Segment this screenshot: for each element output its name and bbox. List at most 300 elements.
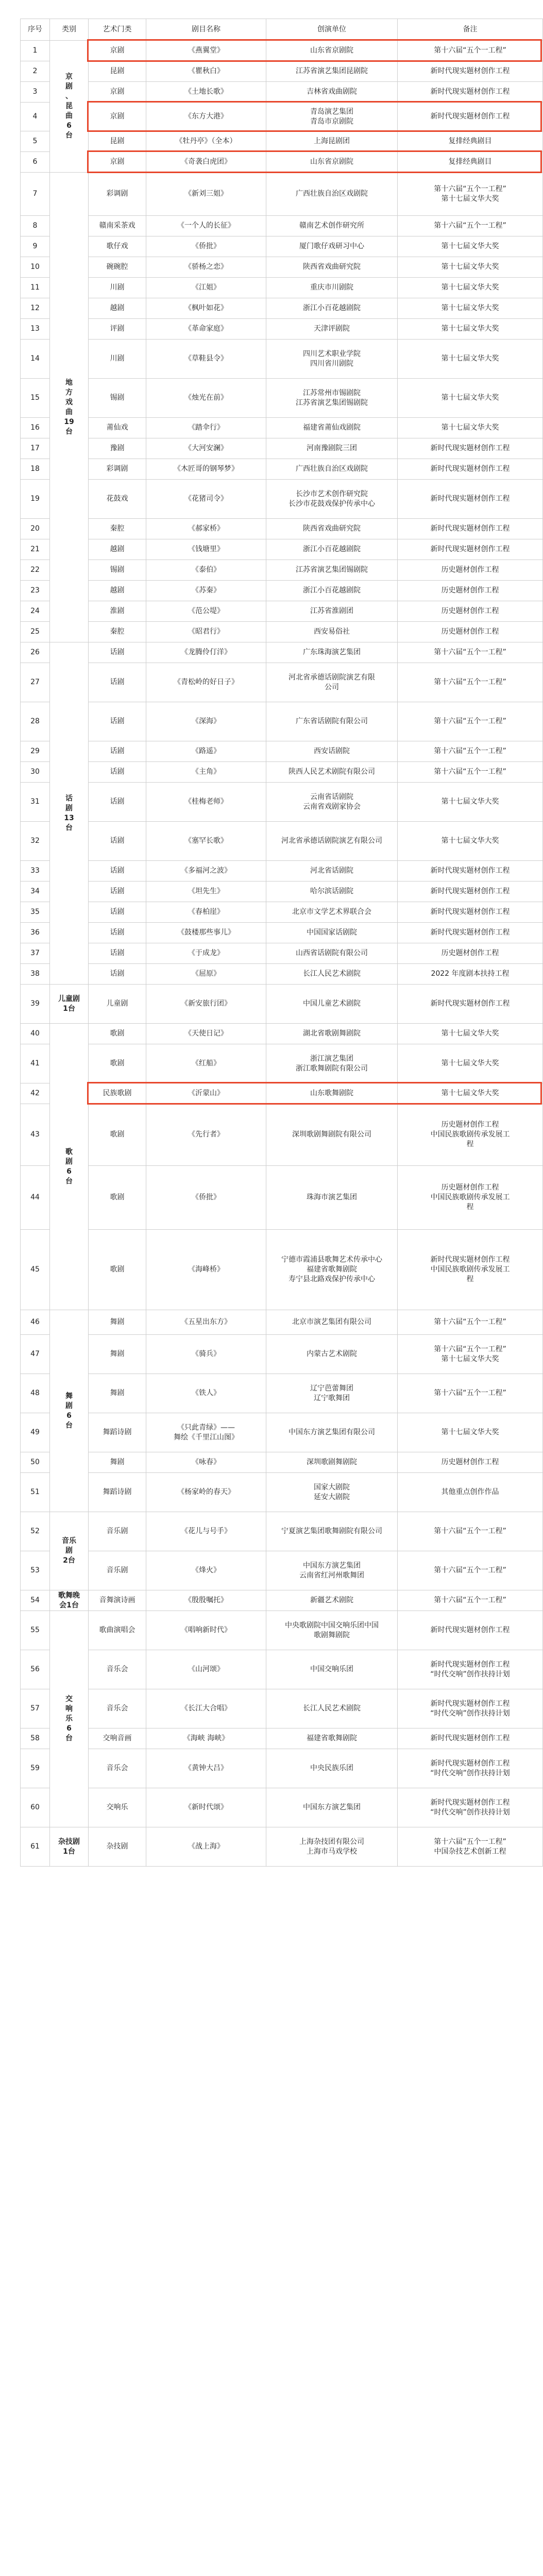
table-row (21, 41, 543, 61)
remark-line: 第十七届文华大奖 (441, 798, 499, 806)
repertoire-title-line: 《杨家岭的春天》 (177, 1488, 235, 1496)
row-number: 6 (21, 152, 50, 173)
table-row (21, 1788, 543, 1827)
table-row (21, 1104, 543, 1166)
art-form (89, 783, 146, 822)
remark (398, 1374, 543, 1413)
repertoire-title (146, 1083, 266, 1104)
row-number: 3 (21, 82, 50, 103)
remark (398, 298, 543, 319)
art-form-line: 舞蹈诗剧 (103, 1488, 132, 1496)
remark (398, 539, 543, 560)
art-form (89, 1413, 146, 1452)
category-label: 歌舞晚 (58, 1591, 80, 1600)
repertoire-title-line: 《咏春》 (192, 1458, 220, 1466)
repertoire-title (146, 1024, 266, 1044)
category-label: 话 (65, 794, 73, 803)
row-number: 30 (21, 762, 50, 783)
remark-line: 新时代现实题材创作工程 (430, 908, 510, 916)
category-label: 台 (65, 823, 73, 832)
row-number: 52 (21, 1512, 50, 1551)
repertoire-title-line: 《花猪司令》 (184, 495, 228, 503)
producing-unit-line: 宁德市霞浦县歌舞艺术传承中心 (281, 1256, 382, 1264)
repertoire-title-line: 《山河颂》 (188, 1665, 224, 1673)
remark-line: 新时代现实题材创作工程 (430, 465, 510, 473)
row-number: 36 (21, 923, 50, 943)
category-label: 、 (65, 92, 73, 100)
art-form-line: 话剧 (110, 949, 125, 957)
category-label: 台 (65, 1734, 73, 1742)
row-number: 40 (21, 1024, 50, 1044)
producing-unit-line: 哈尔滨话剧院 (310, 887, 353, 895)
art-form (89, 964, 146, 985)
producing-unit (266, 1788, 398, 1827)
repertoire-title-line: 《木匠哥的钢琴梦》 (174, 465, 239, 473)
art-form (89, 61, 146, 82)
repertoire-title-line: 《范公堤》 (188, 607, 224, 615)
repertoire-title-line: 《长江大合唱》 (181, 1704, 231, 1713)
producing-unit-line: 江苏省淮剧团 (310, 607, 353, 615)
art-form (89, 41, 146, 61)
repertoire-title (146, 985, 266, 1024)
producing-unit (266, 783, 398, 822)
category-label: 地 (65, 378, 73, 387)
remark-line: 新时代现实题材创作工程 (430, 444, 510, 452)
row-number: 18 (21, 459, 50, 480)
row-number: 2 (21, 61, 50, 82)
remark (398, 964, 543, 985)
remark-line: 第十七届文华大奖 (441, 263, 499, 271)
remark (398, 319, 543, 340)
remark-line: 第十六届“五个一工程” (434, 1596, 506, 1604)
art-form-line: 歌剧 (110, 1059, 125, 1067)
table-row (21, 783, 543, 822)
art-form-line: 彩调剧 (106, 465, 128, 473)
repertoire-title-line: 《红船》 (192, 1059, 220, 1067)
repertoire-title-line: 《一个人的长征》 (177, 222, 235, 230)
repertoire-title (146, 61, 266, 82)
remark (398, 1473, 543, 1512)
producing-unit (266, 257, 398, 278)
remark-line: 第十七届文华大奖 (441, 1089, 499, 1097)
repertoire-title (146, 943, 266, 964)
remark (398, 82, 543, 103)
table-row (21, 1551, 543, 1590)
producing-unit (266, 41, 398, 61)
producing-unit-line: 江苏省演艺集团昆剧院 (296, 67, 368, 75)
repertoire-title (146, 1473, 266, 1512)
art-form-line: 歌剧 (110, 1193, 125, 1201)
repertoire-title (146, 762, 266, 783)
table-row (21, 216, 543, 236)
producing-unit (266, 923, 398, 943)
art-form-line: 音乐会 (106, 1764, 128, 1772)
remark-line: 第十七届文华大奖 (441, 1354, 499, 1363)
row-number: 20 (21, 519, 50, 539)
art-form (89, 1788, 146, 1827)
producing-unit-line: 中国东方演艺集团 (303, 1561, 361, 1570)
art-form-line: 评剧 (110, 325, 125, 333)
repertoire-title (146, 1788, 266, 1827)
repertoire-title-line: 《屈原》 (192, 970, 220, 978)
repertoire-title-line: 《海峡 海峡》 (183, 1734, 229, 1742)
producing-unit (266, 1551, 398, 1590)
remark (398, 1788, 543, 1827)
table-row (21, 418, 543, 438)
art-form (89, 103, 146, 131)
art-form-line: 话剧 (110, 908, 125, 916)
table-row (21, 1166, 543, 1230)
repertoire-title (146, 1166, 266, 1230)
repertoire-title (146, 418, 266, 438)
producing-unit-line: 西安易俗社 (314, 628, 350, 636)
repertoire-title (146, 822, 266, 861)
art-form-line: 京剧 (110, 158, 125, 166)
repertoire-title (146, 1413, 266, 1452)
column-header: 序号 (21, 19, 50, 41)
category-label: 2台 (63, 1556, 75, 1565)
row-number: 55 (21, 1611, 50, 1650)
producing-unit-line: 宁夏演艺集团歌舞剧院有限公司 (281, 1527, 382, 1535)
repertoire-title (146, 173, 266, 216)
row-number: 28 (21, 702, 50, 741)
producing-unit-line: 四川艺术职业学院 (303, 349, 361, 358)
remark (398, 741, 543, 762)
remark (398, 1044, 543, 1083)
category-cell (50, 1611, 89, 1827)
row-number: 53 (21, 1551, 50, 1590)
category-label: 响 (65, 1705, 73, 1713)
category-label: 戏 (65, 398, 73, 406)
art-form (89, 663, 146, 702)
art-form-line: 音乐会 (106, 1704, 128, 1713)
art-form (89, 1044, 146, 1083)
category-cell (50, 41, 89, 173)
repertoire-title (146, 1827, 266, 1867)
repertoire-title-line: 《深海》 (192, 717, 220, 725)
table-row (21, 1749, 543, 1788)
remark-line: 第十六届“五个一工程” (434, 46, 506, 55)
table-row (21, 1452, 543, 1473)
repertoire-title (146, 1044, 266, 1083)
remark (398, 519, 543, 539)
art-form-line: 锡剧 (110, 394, 125, 402)
remark-line: 历史题材创作工程 (441, 566, 499, 574)
producing-unit-line: 长沙市花鼓戏保护传承中心 (289, 499, 375, 508)
producing-unit-line: 上海杂技团有限公司 (299, 1837, 364, 1846)
row-number: 34 (21, 882, 50, 902)
remark-line: 第十六届“五个一工程” (434, 1318, 506, 1326)
repertoire-title (146, 1611, 266, 1650)
repertoire-title (146, 1749, 266, 1788)
producing-unit (266, 1335, 398, 1374)
repertoire-title-line: 《多福河之波》 (181, 867, 231, 875)
producing-unit (266, 741, 398, 762)
producing-unit-line: 广西壮族自治区戏剧院 (296, 190, 368, 198)
repertoire-title (146, 103, 266, 131)
art-form (89, 480, 146, 519)
art-form (89, 1827, 146, 1867)
category-label: 台 (65, 427, 73, 436)
producing-unit-line: 浙江小百花越剧院 (303, 586, 361, 595)
row-number: 61 (21, 1827, 50, 1867)
remark-line: 第十七届文华大奖 (441, 354, 499, 363)
producing-unit-line: 内蒙古艺术剧院 (307, 1350, 357, 1358)
repertoire-title-line: 《花儿与号手》 (181, 1527, 231, 1535)
producing-unit-line: 北京市文学艺术界联合会 (292, 908, 371, 916)
remark (398, 943, 543, 964)
remark (398, 861, 543, 882)
art-form (89, 1452, 146, 1473)
repertoire-title-line: 《塞罕长歌》 (184, 837, 228, 845)
repertoire-title (146, 642, 266, 663)
art-form-line: 歌曲演唱会 (99, 1626, 135, 1634)
table-row (21, 1590, 543, 1611)
art-form (89, 1335, 146, 1374)
repertoire-title-line: 《侨批》 (192, 1193, 220, 1201)
repertoire-title (146, 82, 266, 103)
row-number: 45 (21, 1230, 50, 1310)
row-number: 59 (21, 1749, 50, 1788)
art-form-line: 彩调剧 (106, 190, 128, 198)
remark-line: 新时代现实题材创作工程 (430, 1734, 510, 1742)
category-label: 6 (66, 1411, 72, 1420)
art-form (89, 923, 146, 943)
producing-unit (266, 298, 398, 319)
remark-line: 新时代现实题材创作工程 (430, 1256, 510, 1264)
remark (398, 1166, 543, 1230)
remark-line: 第十七届文华大奖 (441, 194, 499, 203)
repertoire-title (146, 236, 266, 257)
producing-unit (266, 379, 398, 418)
repertoire-title (146, 1310, 266, 1335)
art-form-line: 京剧 (110, 112, 125, 121)
art-form-line: 话剧 (110, 648, 125, 656)
producing-unit-line: 辽宁歌舞团 (314, 1394, 350, 1402)
remark (398, 1590, 543, 1611)
remark (398, 1611, 543, 1650)
table-row (21, 1473, 543, 1512)
remark (398, 41, 543, 61)
repertoire-title (146, 601, 266, 622)
art-form (89, 152, 146, 173)
table-row (21, 480, 543, 519)
repertoire-title-line: 《于成龙》 (188, 949, 224, 957)
remark (398, 131, 543, 152)
remark-line: 新时代现实题材创作工程 (430, 112, 510, 121)
repertoire-title (146, 783, 266, 822)
category-label: 会1台 (59, 1601, 79, 1609)
repertoire-title (146, 964, 266, 985)
repertoire-title-line: 《新安旅行团》 (181, 999, 231, 1008)
repertoire-title (146, 379, 266, 418)
table-row (21, 236, 543, 257)
art-form-line: 话剧 (110, 798, 125, 806)
producing-unit (266, 340, 398, 379)
art-form (89, 319, 146, 340)
producing-unit-line: 中央民族乐团 (310, 1764, 353, 1772)
repertoire-title-line: 《先行者》 (188, 1130, 224, 1139)
remark (398, 152, 543, 173)
repertoire-title-line: 《路遥》 (192, 747, 220, 755)
producing-unit (266, 236, 398, 257)
table-row (21, 902, 543, 923)
category-cell (50, 1024, 89, 1310)
table-row (21, 1827, 543, 1867)
row-number: 56 (21, 1650, 50, 1689)
remark-line: 第十七届文华大奖 (441, 1029, 499, 1038)
remark-line: 第十七届文华大奖 (441, 1059, 499, 1067)
art-form-line: 舞剧 (110, 1389, 125, 1397)
producing-unit-line: 深圳歌剧舞剧院有限公司 (292, 1130, 371, 1139)
repertoire-title (146, 1104, 266, 1166)
producing-unit-line: 云南省红河州歌舞团 (299, 1571, 364, 1580)
category-cell (50, 1512, 89, 1590)
row-number: 10 (21, 257, 50, 278)
remark-line: 程 (466, 1203, 474, 1211)
remark (398, 1310, 543, 1335)
repertoire-title (146, 581, 266, 601)
remark-line: 新时代现实题材创作工程 (430, 495, 510, 503)
category-label: 6 (66, 1167, 72, 1176)
remark-line: 第十六届“五个一工程” (434, 648, 506, 656)
producing-unit (266, 622, 398, 642)
art-form (89, 1650, 146, 1689)
category-label: 剧 (65, 804, 73, 812)
repertoire-title (146, 152, 266, 173)
art-form-line: 昆剧 (110, 67, 125, 75)
table-row (21, 663, 543, 702)
producing-unit-line: 广东省话剧院有限公司 (296, 717, 368, 725)
table-row (21, 1650, 543, 1689)
table-row (21, 560, 543, 581)
table-row (21, 642, 543, 663)
producing-unit-line: 辽宁芭蕾舞团 (310, 1384, 353, 1393)
table-row (21, 1230, 543, 1310)
producing-unit (266, 82, 398, 103)
producing-unit-line: 浙江演艺集团 (310, 1054, 353, 1063)
repertoire-title (146, 1689, 266, 1728)
producing-unit-line: 河北省承德话剧院演艺有限 (289, 673, 375, 682)
table-row (21, 1512, 543, 1551)
row-number: 51 (21, 1473, 50, 1512)
remark (398, 702, 543, 741)
producing-unit-line: 歌剧舞剧院 (314, 1631, 350, 1639)
row-number: 50 (21, 1452, 50, 1473)
table-row (21, 622, 543, 642)
table-row (21, 278, 543, 298)
repertoire-title (146, 1551, 266, 1590)
repertoire-title (146, 663, 266, 702)
table-row (21, 438, 543, 459)
repertoire-title-line: 《奇袭白虎团》 (181, 158, 231, 166)
remark (398, 236, 543, 257)
producing-unit (266, 173, 398, 216)
repertoire-title-line: 《骑兵》 (192, 1350, 220, 1358)
art-form-line: 越剧 (110, 586, 125, 595)
producing-unit-line: 湖北省歌剧舞剧院 (303, 1029, 361, 1038)
producing-unit (266, 1166, 398, 1230)
art-form (89, 340, 146, 379)
category-label: 京 (65, 73, 73, 81)
column-header: 创演单位 (266, 19, 398, 41)
remark-line: 历史题材创作工程 (441, 1458, 499, 1466)
repertoire-title-line: 《海峰桥》 (188, 1265, 224, 1274)
producing-unit-line: 长江人民艺术剧院 (303, 1704, 361, 1713)
art-form-line: 话剧 (110, 928, 125, 937)
remark-line: 新时代现实题材创作工程 (430, 887, 510, 895)
repertoire-title (146, 622, 266, 642)
art-form (89, 642, 146, 663)
producing-unit (266, 1024, 398, 1044)
table-row (21, 1413, 543, 1452)
producing-unit (266, 1611, 398, 1650)
category-label: 台 (65, 1421, 73, 1430)
table-row (21, 923, 543, 943)
category-label: 曲 (65, 408, 73, 416)
producing-unit (266, 480, 398, 519)
table-row (21, 861, 543, 882)
producing-unit (266, 103, 398, 131)
producing-unit (266, 1104, 398, 1166)
row-number: 7 (21, 173, 50, 216)
art-form-line: 音乐会 (106, 1665, 128, 1673)
remark (398, 985, 543, 1024)
art-form (89, 1024, 146, 1044)
producing-unit (266, 1590, 398, 1611)
remark-line: “时代交响”创作扶持计划 (430, 1769, 510, 1777)
remark-line: 第十七届文华大奖 (441, 304, 499, 312)
art-form-line: 歌剧 (110, 1265, 125, 1274)
art-form-line: 京剧 (110, 88, 125, 96)
art-form-line: 话剧 (110, 768, 125, 776)
remark (398, 1104, 543, 1166)
remark-line: 第十六届“五个一工程” (434, 184, 506, 193)
art-form (89, 882, 146, 902)
category-label: 剧 (65, 1401, 73, 1410)
producing-unit (266, 1452, 398, 1473)
table-row (21, 762, 543, 783)
repertoire-title (146, 340, 266, 379)
category-label: 舞 (65, 1392, 73, 1400)
producing-unit-line: 福建省歌舞剧院 (307, 1734, 357, 1742)
repertoire-title-line: 《大河安澜》 (184, 444, 228, 452)
producing-unit (266, 1728, 398, 1749)
category-cell (50, 642, 89, 985)
remark (398, 1827, 543, 1867)
repertoire-title-line: 《枫叶如花》 (184, 304, 228, 312)
row-number: 54 (21, 1590, 50, 1611)
producing-unit (266, 1512, 398, 1551)
row-number: 11 (21, 278, 50, 298)
repertoire-title-line: 《踏伞行》 (188, 423, 224, 432)
remark (398, 1551, 543, 1590)
remark-line: 新时代现实题材创作工程 (430, 1626, 510, 1634)
table-row (21, 822, 543, 861)
row-number: 9 (21, 236, 50, 257)
row-number: 43 (21, 1104, 50, 1166)
producing-unit-line: 吉林省戏曲剧院 (307, 88, 357, 96)
remark-line: 新时代现实题材创作工程 (430, 88, 510, 96)
remark (398, 1024, 543, 1044)
producing-unit-line: 陕西省戏曲研究院 (303, 263, 361, 271)
row-number: 39 (21, 985, 50, 1024)
art-form-line: 话剧 (110, 747, 125, 755)
repertoire-title-line: 舞绘《千里江山图》 (174, 1433, 239, 1442)
producing-unit-line: 西安话剧院 (314, 747, 350, 755)
remark-line: 第十六届“五个一工程” (434, 1527, 506, 1535)
remark-line: 第十七届文华大奖 (441, 242, 499, 250)
